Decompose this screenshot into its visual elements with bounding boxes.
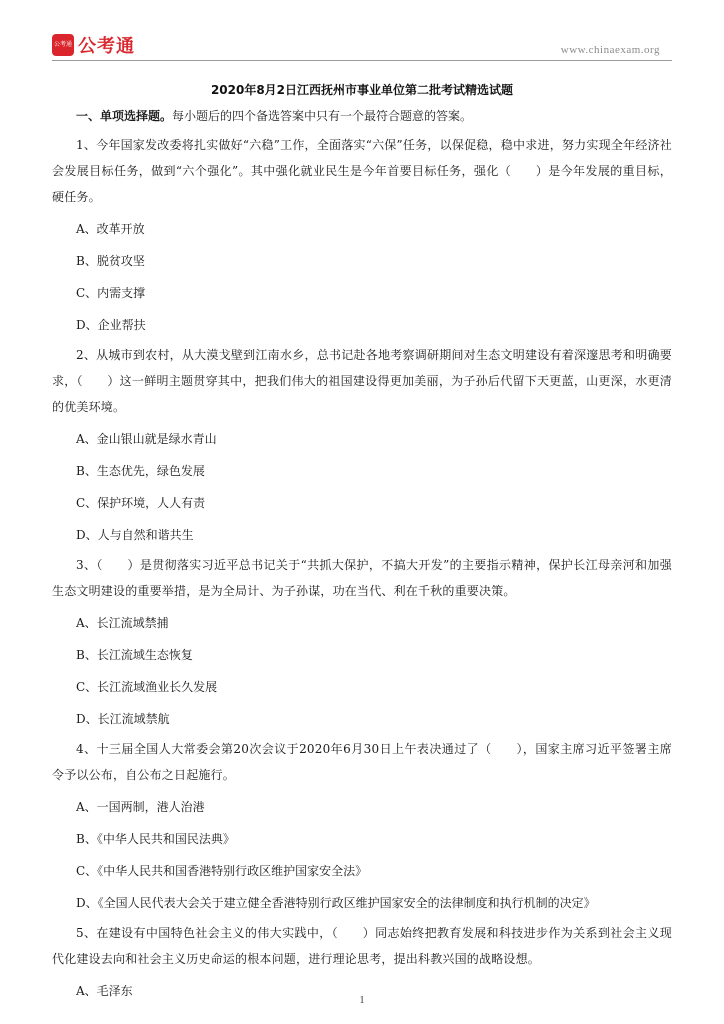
option-c: C、内需支撑 [76, 286, 146, 300]
section-heading [76, 104, 672, 128]
question-text: 1、今年国家发改委将扎实做好“六稳”工作，全面落实“六保”任务，以保促稳，稳中求进，努力实现全年经济社会发展目标任务，做到“六个强化”。其中强化就业民生是今年首要目标任务，强化（ ）是今年发展的重目标，硬任务。 [52, 138, 672, 204]
option-b: B、《中华人民共和国民法典》 [76, 832, 235, 846]
question-text: 3、（ ）是贯彻落实习近平总书记关于“共抓大保护，不搞大开发”的主要指示精神，保护长江母亲河和加强生态文明建设的重要举措，是为全局计、为子孙谋，功在当代、利在千秋的重要决策。 [52, 558, 672, 598]
option-d: D、长江流域禁航 [76, 712, 170, 726]
option-a: A、一国两制，港人治港 [76, 800, 205, 814]
page-header [0, 0, 724, 62]
question-text: 2、从城市到农村，从大漠戈壁到江南水乡，总书记赴各地考察调研期间对生态文明建设有着深邃思考和明确要求，（ ）这一鲜明主题贯穿其中，把我们伟大的祖国建设得更加美丽，为子孙后代留下天更蓝，山更深，水更清的优美环境。 [52, 348, 672, 414]
question-text: 4、十三届全国人大常委会第20次会议于2020年6月30日上午表决通过了（ ），国家主席习近平签署主席令予以公布，自公布之日起施行。 [52, 742, 672, 782]
option-b: B、生态优先，绿色发展 [76, 464, 205, 478]
option-d: D、企业帮扶 [76, 318, 146, 332]
option-c: C、《中华人民共和国香港特别行政区维护国家安全法》 [76, 864, 368, 878]
question-2 [52, 342, 672, 548]
option-b: B、长江流域生态恢复 [76, 648, 193, 662]
question-4 [52, 736, 672, 916]
question-1 [52, 132, 672, 338]
option-c: C、保护环境，人人有责 [76, 496, 206, 510]
option-c: C、长江流域渔业长久发展 [76, 680, 218, 694]
option-a: A、金山银山就是绿水青山 [76, 432, 217, 446]
section-heading-label: 一、单项选择题。 [76, 109, 173, 123]
section-instruction: 每小题后的四个备选答案中只有一个最符合题意的答案。 [172, 109, 473, 123]
question-5 [52, 920, 672, 1004]
option-a: A、毛泽东 [76, 984, 133, 998]
brand-logo[interactable] [52, 32, 135, 58]
question-text: 5、在建设有中国特色社会主义的伟大实践中，（ ）同志始终把教育发展和科技进步作为关系到社会主义现代化建设去向和社会主义历史命运的根本问题，进行理论思考，提出科教兴国的战略设想。 [52, 926, 672, 966]
page-number: 1 [359, 995, 365, 1006]
option-a: A、改革开放 [76, 222, 145, 236]
logo-text: 公考通 [78, 36, 135, 57]
question-3 [52, 552, 672, 732]
site-url[interactable]: www.chinaexam.org [560, 44, 660, 56]
option-d: D、《全国人民代表大会关于建立健全香港特别行政区维护国家安全的法律制度和执行机制的决定》 [76, 896, 596, 910]
header-divider [52, 60, 672, 61]
option-a: A、长江流域禁捕 [76, 616, 169, 630]
logo-badge-icon: 公考通 [52, 34, 74, 56]
option-d: D、人与自然和谐共生 [76, 528, 194, 542]
document-body [52, 104, 672, 1004]
document-title: 2020年8月2日江西抚州市事业单位第二批考试精选试题 [210, 83, 514, 97]
option-b: B、脱贫攻坚 [76, 254, 145, 268]
